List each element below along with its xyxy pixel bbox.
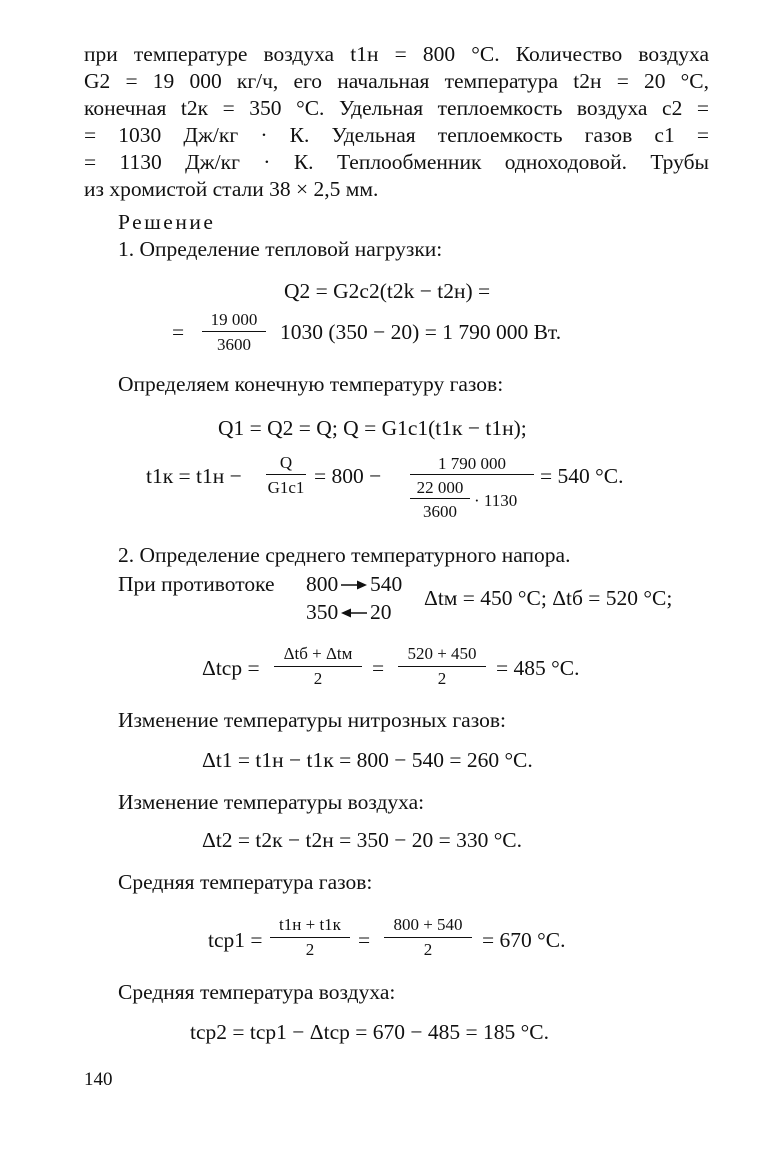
delta-t1-equation: Δt1 = t1н − t1к = 800 − 540 = 260 °С. (202, 748, 533, 772)
intro-line-1: при температуре воздуха t1н = 800 °С. Количество воздуха (84, 42, 709, 66)
frac-q-bar (266, 474, 306, 475)
final-gas-temp-mid: = 800 − (314, 464, 382, 488)
frac-big-numerator: 1 790 000 (438, 454, 506, 473)
avg-diff-f1-den: 2 (313, 669, 323, 688)
tcp1-eq-sign: = (358, 928, 371, 952)
air-avg-temp-text: Средняя температура воздуха: (118, 980, 396, 1004)
equals-sign: = (172, 320, 185, 344)
section1-heading: 1. Определение тепловой нагрузки: (118, 237, 443, 261)
tcp1-f1-bar (270, 937, 350, 938)
delta-t2-equation: Δt2 = t2к − t2н = 350 − 20 = 330 °С. (202, 828, 523, 852)
flow-bottom-right: 20 (370, 600, 392, 624)
flow-top-right: 540 (370, 572, 403, 596)
fraction-numerator: 19 000 (210, 310, 258, 329)
avg-diff-eq-sign: = (372, 656, 385, 680)
solution-heading: Решение (118, 210, 216, 234)
frac-q-denominator: G1c1 (267, 478, 305, 497)
tcp1-result: = 670 °С. (482, 928, 566, 952)
section2-heading: 2. Определение среднего температурного напора. (118, 543, 571, 567)
tcp1-lhs: tср1 = (208, 928, 263, 952)
avg-diff-f2-num: 520 + 450 (407, 644, 477, 663)
air-temp-change-text: Изменение температуры воздуха: (118, 790, 425, 814)
frac-big-den-bar (410, 498, 470, 499)
counterflow-label: При противотоке (118, 572, 275, 596)
heat-load-result: 1030 (350 − 20) = 1 790 000 Вт. (280, 320, 562, 344)
frac-q-numerator: Q (279, 453, 293, 472)
heat-load-equation-top: Q2 = G2c2(t2k − t2н) = (284, 279, 491, 303)
fraction-denominator: 3600 (217, 335, 251, 354)
avg-diff-f2-den: 2 (437, 669, 447, 688)
avg-diff-f2-bar (398, 666, 486, 667)
frac-big-den-tail: · 1130 (474, 491, 518, 510)
tcp1-f2-den: 2 (423, 940, 433, 959)
tcp1-f1-num: t1н + t1к (279, 915, 341, 934)
final-gas-temp-lhs: t1к = t1н − (146, 464, 242, 488)
page-number: 140 (84, 1069, 113, 1090)
tcp2-equation: tср2 = tср1 − Δtср = 670 − 485 = 185 °С. (190, 1020, 549, 1044)
tcp1-f2-bar (384, 937, 472, 938)
heat-balance-equation: Q1 = Q2 = Q; Q = G1c1(t1к − t1н); (218, 416, 527, 440)
avg-diff-result: = 485 °С. (496, 656, 580, 680)
flow-bottom-left: 350 (306, 600, 339, 624)
nitro-gas-text: Изменение температуры нитрозных газов: (118, 708, 506, 732)
avg-diff-f1-num: Δtб + Δtм (283, 644, 353, 663)
intro-line-4: = 1030 Дж/кг · К. Удельная теплоемкость газов c1 = (84, 123, 709, 147)
intro-line-5: = 1130 Дж/кг · К. Теплообменник одноходовой. Трубы (84, 150, 709, 174)
gas-avg-temp-text: Средняя температура газов: (118, 870, 373, 894)
flow-result: Δtм = 450 °С; Δtб = 520 °С; (424, 586, 673, 610)
frac-big-den-numerator: 22 000 (416, 478, 464, 497)
frac-big-den-denominator: 3600 (423, 502, 457, 521)
arrow-right-icon (340, 579, 368, 591)
final-gas-temp-result: = 540 °С. (540, 464, 624, 488)
tcp1-f2-num: 800 + 540 (393, 915, 463, 934)
frac-big-bar (410, 474, 534, 475)
tcp1-f1-den: 2 (305, 940, 315, 959)
arrow-left-icon (340, 607, 368, 619)
flow-top-left: 800 (306, 572, 339, 596)
intro-line-2: G2 = 19 000 кг/ч, его начальная температура t2н = 20 °С, (84, 69, 709, 93)
intro-line-3: конечная t2к = 350 °С. Удельная теплоемкость воздуха c2 = (84, 96, 709, 120)
avg-diff-lhs: Δtср = (202, 656, 260, 680)
avg-diff-f1-bar (274, 666, 362, 667)
gas-temperature-text: Определяем конечную температуру газов: (118, 372, 504, 396)
fraction-bar (202, 331, 266, 332)
intro-line-6: из хромистой стали 38 × 2,5 мм. (84, 177, 379, 201)
